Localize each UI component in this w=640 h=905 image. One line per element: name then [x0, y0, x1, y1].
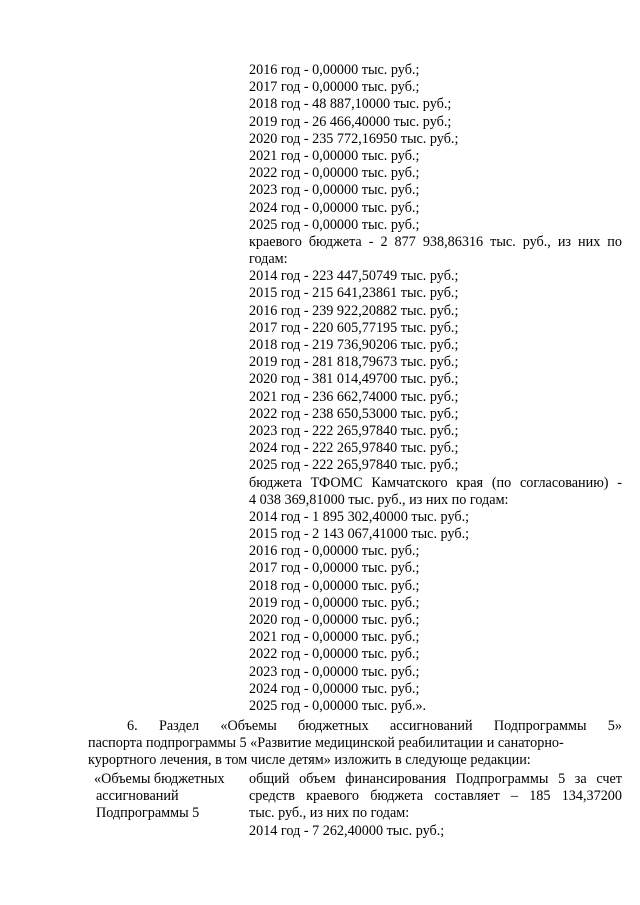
year-amount-line: 2022 год - 0,00000 тыс. руб.; — [249, 646, 420, 663]
year-amount-line: 2014 год - 223 447,50749 тыс. руб.; — [249, 268, 459, 285]
year-amount-line: 2019 год - 281 818,79673 тыс. руб.; — [249, 354, 459, 371]
table-value-line3: тыс. руб., из них по годам: — [249, 805, 410, 822]
year-amount-line: 2018 год - 219 736,90206 тыс. руб.; — [249, 337, 459, 353]
section-6-line2: паспорта подпрограммы 5 «Развитие медицинской реабилитации и санаторно- — [88, 735, 564, 752]
section-6-paragraph — [88, 718, 622, 770]
tfoms-year-list — [249, 509, 622, 715]
year-amount-line: 2023 год - 0,00000 тыс. руб.; — [249, 663, 420, 680]
year-amount-line: 2017 год - 0,00000 тыс. руб.; — [249, 79, 420, 96]
year-amount-line: 2025 год - 222 265,97840 тыс. руб.; — [249, 457, 459, 474]
tfoms-heading-line1: бюджета ТФОМС Камчатского края (по согласованию) - — [249, 474, 622, 491]
year-amount-line: 2019 год - 0,00000 тыс. руб.; — [249, 594, 420, 611]
year-amount-line: 2015 год - 215 641,23861 тыс. руб.; — [249, 285, 459, 302]
year-amount-line: 2024 год - 222 265,97840 тыс. руб.; — [249, 440, 459, 457]
table-value-line4: 2014 год - 7 262,40000 тыс. руб.; — [249, 822, 445, 839]
section-6-line3: курортного лечения, в том числе детям» изложить в следующе редакции: — [88, 752, 531, 769]
year-amount-line: 2025 год - 0,00000 тыс. руб.; — [249, 216, 420, 233]
year-amount-line: 2021 год - 236 662,74000 тыс. руб.; — [249, 388, 459, 405]
year-amount-line: 2016 год - 0,00000 тыс. руб.; — [249, 543, 420, 560]
year-amount-line: 2023 год - 222 265,97840 тыс. руб.; — [249, 422, 459, 439]
year-amount-line: 2018 год - 48 887,10000 тыс. руб.; — [249, 96, 452, 113]
year-amount-line: 2020 год - 235 772,16950 тыс. руб.; — [249, 130, 459, 147]
year-amount-line: 2016 год - 239 922,20882 тыс. руб.; — [249, 302, 459, 319]
year-amount-line: 2022 год - 0,00000 тыс. руб.; — [249, 165, 420, 182]
year-amount-line: 2023 год - 0,00000 тыс. руб.; — [249, 182, 420, 199]
tfoms-heading-line2: 4 038 369,81000 тыс. руб., из них по годам: — [249, 491, 509, 508]
year-amount-line: 2016 год - 0,00000 тыс. руб.; — [249, 62, 420, 78]
year-amount-line: 2018 год - 0,00000 тыс. руб.; — [249, 577, 420, 594]
kraevoy-heading-line2: годам: — [249, 251, 288, 268]
kraevoy-heading-line1: краевого бюджета - 2 877 938,86316 тыс. руб., из них по — [249, 233, 622, 250]
year-amount-line: 2019 год - 26 466,40000 тыс. руб.; — [249, 113, 452, 130]
year-amount-line: 2017 год - 0,00000 тыс. руб.; — [249, 560, 420, 577]
table-value-line2: средств краевого бюджета составляет – 185 134,37200 — [249, 788, 622, 805]
table-value-line1: общий объем финансирования Подпрограммы 5 за счет — [249, 771, 622, 787]
table-label-cell — [94, 771, 244, 823]
year-amount-line: 2020 год - 0,00000 тыс. руб.; — [249, 612, 420, 628]
year-amount-line: 2015 год - 2 143 067,41000 тыс. руб.; — [249, 526, 470, 543]
financing-column — [249, 62, 622, 715]
table-label-line2: ассигнований — [96, 788, 179, 805]
table-label-line1: «Объемы бюджетных — [94, 771, 225, 787]
section-6-line1: 6. Раздел «Объемы бюджетных ассигнований Подпрограммы 5» — [127, 718, 622, 734]
year-amount-line: 2024 год - 0,00000 тыс. руб.; — [249, 199, 420, 216]
table-label-line3: Подпрограммы 5 — [96, 805, 200, 822]
year-amount-line: 2021 год - 0,00000 тыс. руб.; — [249, 147, 420, 164]
year-amount-line: 2014 год - 1 895 302,40000 тыс. руб.; — [249, 508, 470, 525]
year-amount-line: 2021 год - 0,00000 тыс. руб.; — [249, 629, 420, 646]
federal-year-list — [249, 62, 622, 234]
year-amount-line: 2022 год - 238 650,53000 тыс. руб.; — [249, 405, 459, 422]
year-amount-line: 2024 год - 0,00000 тыс. руб.; — [249, 680, 420, 697]
table-value-cell — [249, 771, 622, 840]
year-amount-line: 2020 год - 381 014,49700 тыс. руб.; — [249, 371, 459, 388]
year-amount-line: 2017 год - 220 605,77195 тыс. руб.; — [249, 319, 459, 336]
kraevoy-year-list — [249, 268, 622, 474]
year-amount-line: 2025 год - 0,00000 тыс. руб.». — [249, 697, 427, 714]
